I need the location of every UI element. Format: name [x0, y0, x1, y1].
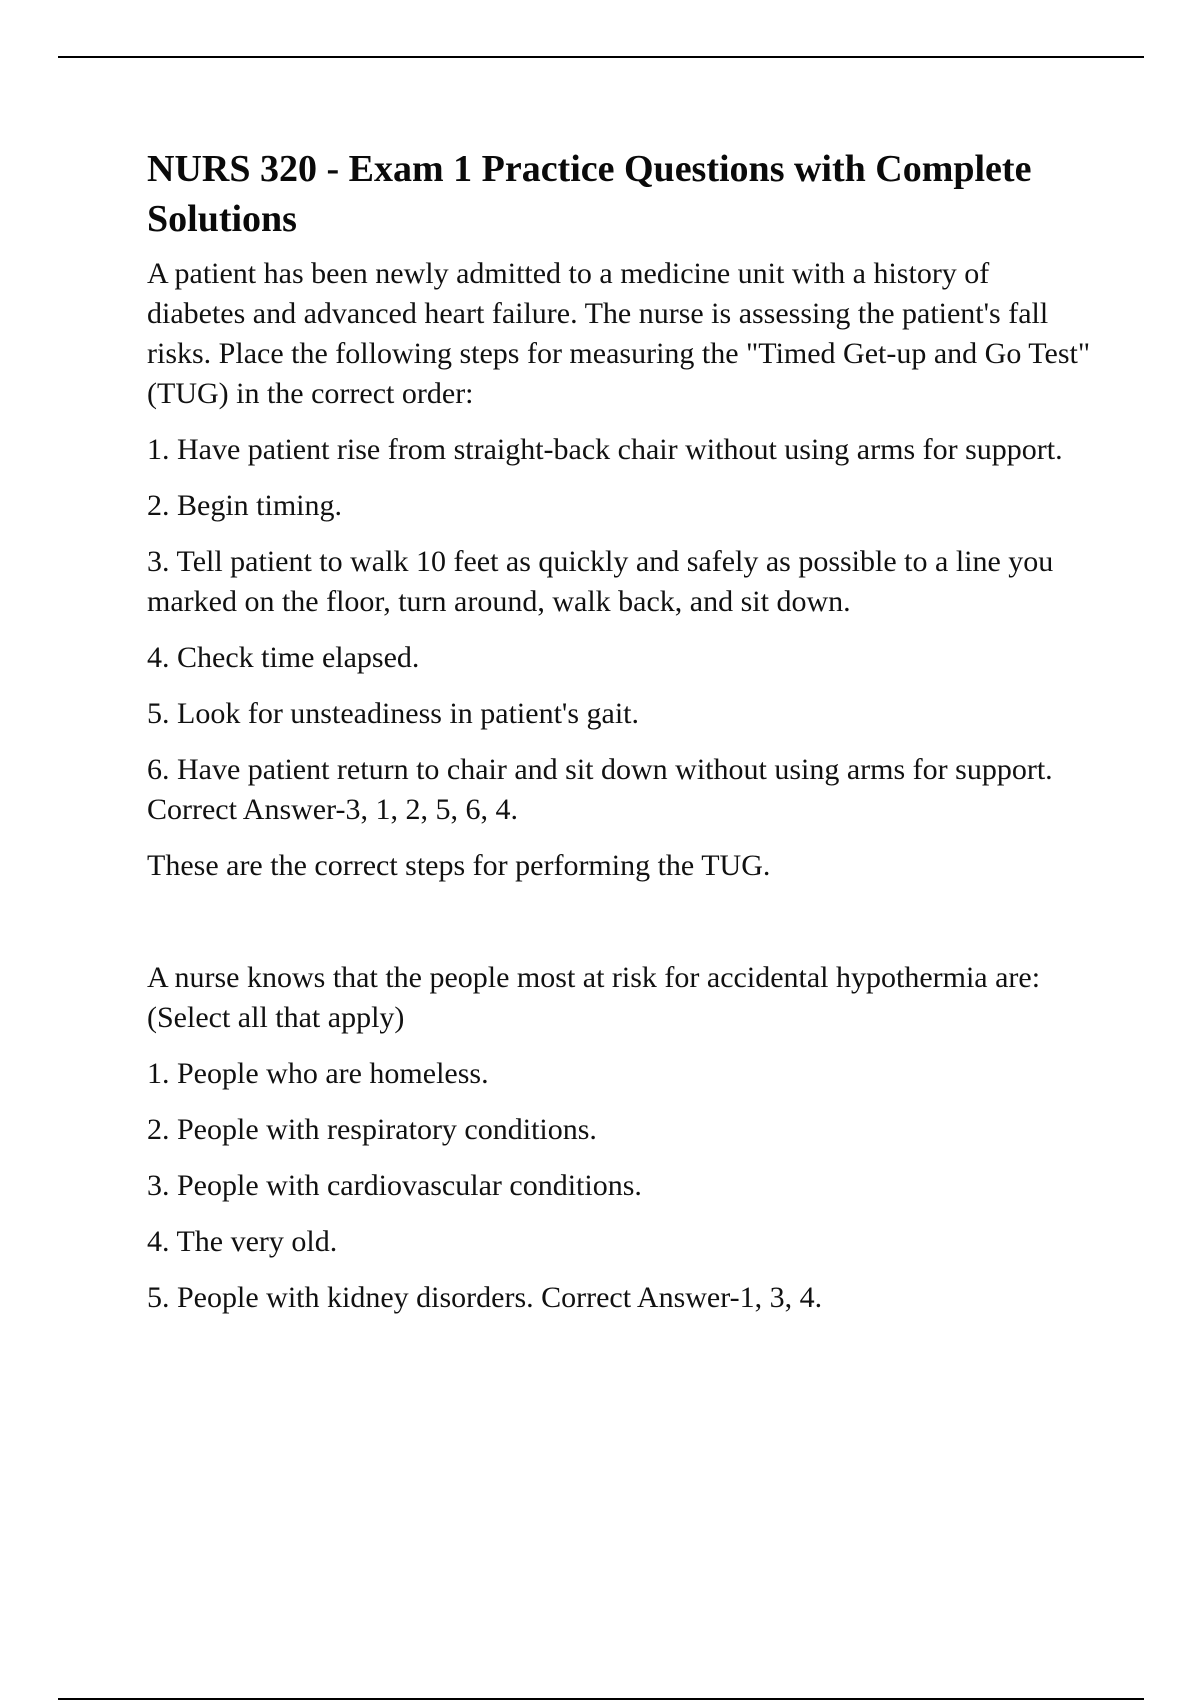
question-prompt: A nurse knows that the people most at risk for accidental hypothermia are: (Select all that apply) — [147, 961, 1041, 1034]
answer-option: 2. Begin timing. — [147, 489, 342, 522]
answer-option: 6. Have patient return to chair and sit down without using arms for support. Correct Answer-3, 1, 2, 5, 6, 4. — [147, 753, 1053, 826]
question-separator — [147, 902, 1092, 958]
question-prompt: A patient has been newly admitted to a medicine unit with a history of diabetes and advanced heart failure. The nurse is assessing the patient's fall risks. Place the following steps for measuring the "Timed Get-up and Go Test" (TUG) in the correct order: — [147, 257, 1091, 410]
answer-option: 5. Look for unsteadiness in patient's gait. — [147, 697, 639, 730]
question-2 — [147, 958, 1092, 1318]
answer-option: 2. People with respiratory conditions. — [147, 1113, 597, 1146]
top-rule — [58, 56, 1144, 58]
answer-option: 5. People with kidney disorders. Correct Answer-1, 3, 4. — [147, 1281, 823, 1314]
answer-option: 1. People who are homeless. — [147, 1057, 489, 1090]
question-explanation: These are the correct steps for performing the TUG. — [147, 849, 771, 882]
answer-option: 3. People with cardiovascular conditions. — [147, 1169, 642, 1202]
answer-option: 4. The very old. — [147, 1225, 338, 1258]
document-title: NURS 320 - Exam 1 Practice Questions with Complete Solutions — [147, 148, 1032, 240]
question-1 — [147, 254, 1092, 886]
answer-option: 4. Check time elapsed. — [147, 641, 420, 674]
answer-option: 1. Have patient rise from straight-back chair without using arms for support. — [147, 433, 1063, 466]
answer-option: 3. Tell patient to walk 10 feet as quickly and safely as possible to a line you marked on the floor, turn around, walk back, and sit down. — [147, 545, 1054, 618]
document-content — [147, 144, 1092, 1334]
